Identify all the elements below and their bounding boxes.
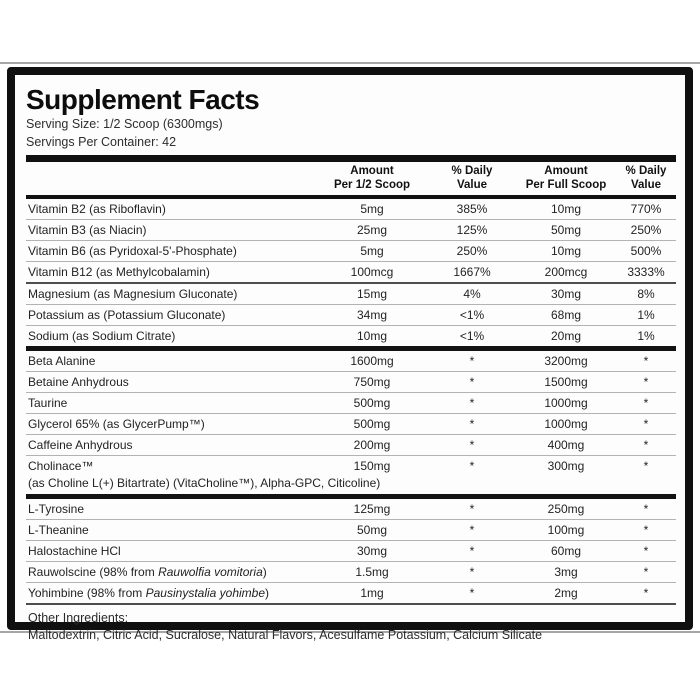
fact-row xyxy=(26,435,676,456)
fact-row xyxy=(26,199,676,220)
ingredient-name: L-Tyrosine xyxy=(28,502,85,516)
header-line: Per Full Scoop xyxy=(525,178,607,191)
amount-full-scoop: 68mg xyxy=(550,308,582,322)
column-headers xyxy=(26,165,676,199)
ingredient-name: Caffeine Anhydrous xyxy=(28,438,133,452)
ingredient-name: Betaine Anhydrous xyxy=(28,375,129,389)
fact-row xyxy=(26,541,676,562)
daily-value-full: * xyxy=(643,354,649,368)
daily-value-half: * xyxy=(469,396,475,410)
other-ingredients xyxy=(26,610,676,644)
daily-value-full: 500% xyxy=(630,244,662,258)
ingredient-name: Magnesium (as Magnesium Gluconate) xyxy=(28,287,238,301)
daily-value-half: * xyxy=(469,459,475,473)
amount-full-scoop: 3200mg xyxy=(544,354,588,368)
daily-value-full: * xyxy=(643,417,649,431)
amount-half-scoop: 30mg xyxy=(356,544,388,558)
header-daily-value-full xyxy=(616,165,676,192)
other-ingredients-list: Maltodextrin, Citric Acid, Sucralose, Natural Flavors, Acesulfame Potassium, Calcium Silicate xyxy=(28,628,543,642)
supplement-facts-panel xyxy=(7,67,693,642)
fact-row xyxy=(26,456,676,476)
page-top-rule xyxy=(0,62,700,64)
amount-full-scoop: 10mg xyxy=(550,202,582,216)
amount-full-scoop: 60mg xyxy=(550,544,582,558)
fact-row xyxy=(26,262,676,284)
daily-value-half: * xyxy=(469,438,475,452)
amount-full-scoop: 2mg xyxy=(554,586,578,600)
amount-half-scoop: 200mg xyxy=(353,438,391,452)
daily-value-full: 3333% xyxy=(627,265,665,279)
amount-half-scoop: 500mg xyxy=(353,417,391,431)
fact-row xyxy=(26,284,676,305)
amount-half-scoop: 1.5mg xyxy=(355,565,389,579)
daily-value-half: * xyxy=(469,502,475,516)
daily-value-full: * xyxy=(643,544,649,558)
ingredient-name: Sodium (as Sodium Citrate) xyxy=(28,329,176,343)
daily-value-half: 1667% xyxy=(453,265,491,279)
amount-full-scoop: 3mg xyxy=(554,565,578,579)
header-line: Value xyxy=(456,178,488,191)
amount-half-scoop: 150mg xyxy=(353,459,391,473)
ingredient-name: Vitamin B12 (as Methylcobalamin) xyxy=(28,265,210,279)
ingredient-name: Cholinace™ xyxy=(28,459,94,473)
amount-half-scoop: 10mg xyxy=(356,329,388,343)
amount-half-scoop: 125mg xyxy=(353,502,391,516)
amount-half-scoop: 34mg xyxy=(356,308,388,322)
ingredient-name-part: ) xyxy=(265,586,270,600)
daily-value-full: * xyxy=(643,375,649,389)
section-divider-bar xyxy=(26,155,676,162)
daily-value-half: 4% xyxy=(463,287,481,301)
amount-half-scoop: 25mg xyxy=(356,223,388,237)
daily-value-half: * xyxy=(469,417,475,431)
amount-half-scoop: 1600mg xyxy=(350,354,394,368)
daily-value-half: <1% xyxy=(459,308,485,322)
ingredient-name: Beta Alanine xyxy=(28,354,96,368)
amount-half-scoop: 500mg xyxy=(353,396,391,410)
amount-full-scoop: 1000mg xyxy=(544,396,588,410)
daily-value-full: 1% xyxy=(637,329,655,343)
amount-full-scoop: 400mg xyxy=(547,438,585,452)
ingredient-name-part: Rauwolscine (98% from xyxy=(28,565,159,579)
servings-per-container: Servings Per Container: 42 xyxy=(26,134,177,149)
fact-row xyxy=(26,562,676,583)
fact-row xyxy=(26,220,676,241)
daily-value-full: 250% xyxy=(630,223,662,237)
fact-row xyxy=(26,241,676,262)
daily-value-half: 385% xyxy=(456,202,488,216)
fact-row xyxy=(26,583,676,605)
ingredient-name-part: Pausinystalia yohimbe xyxy=(145,586,266,600)
daily-value-full: * xyxy=(643,586,649,600)
daily-value-half: <1% xyxy=(459,329,485,343)
ingredient-name: Vitamin B6 (as Pyridoxal-5'-Phosphate) xyxy=(28,244,237,258)
daily-value-half: 250% xyxy=(456,244,488,258)
amount-full-scoop: 1000mg xyxy=(544,417,588,431)
ingredient-name: Vitamin B2 (as Riboflavin) xyxy=(28,202,166,216)
header-line: % Daily xyxy=(625,165,667,177)
ingredient-subline: (as Choline L(+) Bitartrate) (VitaCholine™), Alpha-GPC, Citicoline) xyxy=(26,476,676,499)
header-line: Per 1/2 Scoop xyxy=(333,178,411,191)
fact-row xyxy=(26,414,676,435)
ingredient-name: Taurine xyxy=(28,396,68,410)
fact-row xyxy=(26,305,676,326)
daily-value-half: * xyxy=(469,375,475,389)
header-line: Amount xyxy=(544,165,588,177)
fact-row xyxy=(26,372,676,393)
amount-full-scoop: 200mcg xyxy=(544,265,588,279)
header-line: Amount xyxy=(350,165,394,177)
daily-value-half: * xyxy=(469,354,475,368)
amount-half-scoop: 750mg xyxy=(353,375,391,389)
daily-value-half: * xyxy=(469,523,475,537)
ingredient-name xyxy=(26,586,316,600)
fact-row xyxy=(26,520,676,541)
ingredient-name-part: ) xyxy=(262,565,267,579)
amount-full-scoop: 100mg xyxy=(547,523,585,537)
serving-size: Serving Size: 1/2 Scoop (6300mgs) xyxy=(26,117,223,131)
header-line: Value xyxy=(630,178,662,191)
daily-value-full: 770% xyxy=(630,202,662,216)
amount-full-scoop: 300mg xyxy=(547,459,585,473)
daily-value-full: * xyxy=(643,565,649,579)
ingredient-name: L-Theanine xyxy=(28,523,89,537)
daily-value-full: 1% xyxy=(637,308,655,322)
daily-value-full: * xyxy=(643,459,649,473)
ingredient-name: Glycerol 65% (as GlycerPump™) xyxy=(28,417,205,431)
other-ingredients-label: Other Ingredients: xyxy=(28,611,129,625)
amount-half-scoop: 1mg xyxy=(360,586,384,600)
header-line: % Daily xyxy=(451,165,493,177)
amount-half-scoop: 50mg xyxy=(356,523,388,537)
ingredient-name: Vitamin B3 (as Niacin) xyxy=(28,223,147,237)
amount-full-scoop: 10mg xyxy=(550,244,582,258)
facts-rows xyxy=(26,199,676,605)
ingredient-name: Potassium as (Potassium Gluconate) xyxy=(28,308,226,322)
daily-value-half: * xyxy=(469,565,475,579)
daily-value-half: 125% xyxy=(456,223,488,237)
daily-value-full: * xyxy=(643,523,649,537)
header-amount-full-scoop xyxy=(516,165,616,192)
panel-title: Supplement Facts xyxy=(26,84,260,115)
fact-row xyxy=(26,326,676,351)
ingredient-name: Halostachine HCl xyxy=(28,544,121,558)
ingredient-name xyxy=(26,565,316,579)
amount-half-scoop: 5mg xyxy=(360,202,384,216)
daily-value-full: * xyxy=(643,396,649,410)
header-daily-value-half xyxy=(428,165,516,192)
amount-full-scoop: 250mg xyxy=(547,502,585,516)
daily-value-half: * xyxy=(469,544,475,558)
amount-half-scoop: 5mg xyxy=(360,244,384,258)
amount-half-scoop: 100mcg xyxy=(350,265,394,279)
fact-row xyxy=(26,499,676,520)
daily-value-full: * xyxy=(643,438,649,452)
amount-full-scoop: 50mg xyxy=(550,223,582,237)
amount-full-scoop: 20mg xyxy=(550,329,582,343)
amount-full-scoop: 1500mg xyxy=(544,375,588,389)
amount-full-scoop: 30mg xyxy=(550,287,582,301)
daily-value-full: * xyxy=(643,502,649,516)
fact-row xyxy=(26,351,676,372)
ingredient-name-part: Yohimbine (98% from xyxy=(28,586,146,600)
daily-value-half: * xyxy=(469,586,475,600)
fact-row xyxy=(26,393,676,414)
ingredient-name-part: Rauwolfia vomitoria xyxy=(158,565,263,579)
daily-value-full: 8% xyxy=(637,287,655,301)
amount-half-scoop: 15mg xyxy=(356,287,388,301)
header-amount-half-scoop xyxy=(316,165,428,192)
